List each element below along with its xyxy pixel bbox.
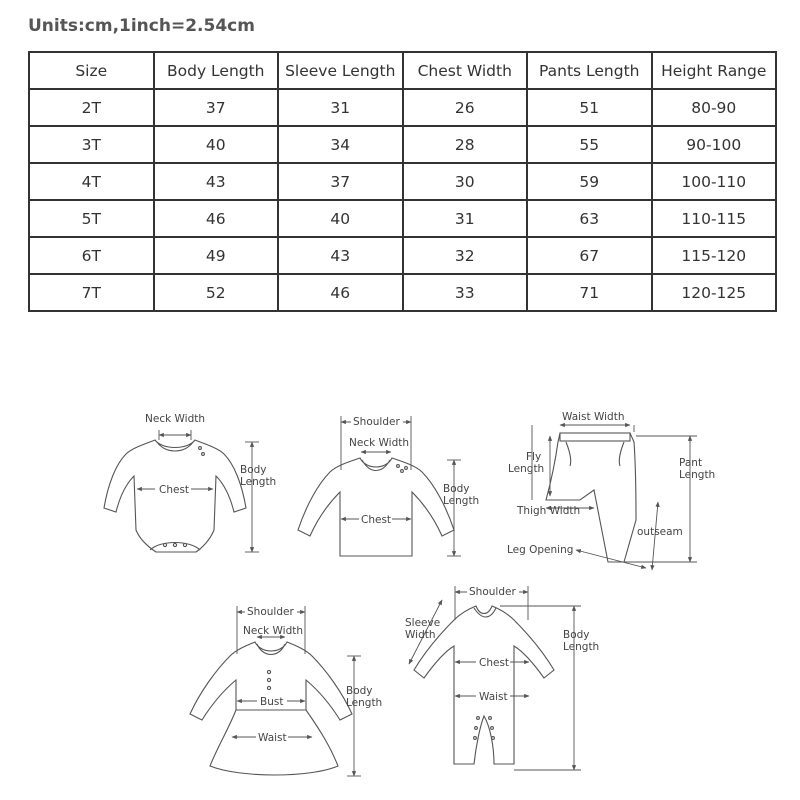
cell-height-range: 110-115 <box>652 200 777 237</box>
cell-pants-length: 63 <box>527 200 652 237</box>
table-row <box>29 126 776 163</box>
pant-length-label-1: Pant <box>679 457 703 469</box>
cell-size: 3T <box>29 126 154 163</box>
cell-height-range: 115-120 <box>652 237 777 274</box>
table-row <box>29 237 776 274</box>
snap-button <box>199 447 202 450</box>
romper-snap <box>491 727 494 730</box>
snap-button <box>173 543 176 546</box>
cell-size: 2T <box>29 89 154 126</box>
cell-chest-width: 30 <box>403 163 528 200</box>
table-row <box>29 89 776 126</box>
sleeve-width-label-1: Sleeve <box>405 617 441 629</box>
bodysuit-diagram <box>104 413 276 552</box>
header-pants-length: Pants Length <box>527 52 652 89</box>
neck-width-label: Neck Width <box>243 625 304 637</box>
shirt-diagram <box>298 414 479 556</box>
body-length-label-1: Body <box>443 483 470 495</box>
dress-button <box>267 678 270 681</box>
table-header-row <box>29 52 776 89</box>
cell-body-length: 37 <box>154 89 279 126</box>
shirt-collar <box>362 460 390 471</box>
cell-pants-length: 55 <box>527 126 652 163</box>
cell-chest-width: 31 <box>403 200 528 237</box>
waist-width-label: Waist Width <box>562 411 625 423</box>
chest-label: Chest <box>159 484 190 496</box>
sleeve-width-label-2: Width <box>405 629 436 641</box>
shoulder-label: Shoulder <box>247 606 294 618</box>
cell-body-length: 40 <box>154 126 279 163</box>
body-length-label-1: Body <box>240 464 267 476</box>
waist-label: Waist <box>479 691 508 703</box>
cell-pants-length: 59 <box>527 163 652 200</box>
cell-body-length: 49 <box>154 237 279 274</box>
cell-size: 6T <box>29 237 154 274</box>
leg-opening-label: Leg Opening <box>507 544 574 556</box>
leg-opening-arrow <box>576 550 646 568</box>
cell-chest-width: 33 <box>403 274 528 311</box>
romper-snap <box>477 717 480 720</box>
shoulder-label: Shoulder <box>469 586 516 598</box>
header-height-range: Height Range <box>652 52 777 89</box>
size-chart-table <box>28 51 777 312</box>
shirt-outline <box>298 458 454 556</box>
romper-snap <box>475 727 478 730</box>
body-length-label-2: Length <box>563 641 600 653</box>
neck-width-label: Neck Width <box>349 437 410 449</box>
fly-length-label-2: Length <box>508 463 545 475</box>
shirt-button <box>397 465 400 468</box>
cell-body-length: 43 <box>154 163 279 200</box>
fly-length-label-1: Fly <box>526 451 542 463</box>
pants-waistband <box>560 433 630 441</box>
cell-sleeve-length: 37 <box>278 163 403 200</box>
cell-height-range: 80-90 <box>652 89 777 126</box>
neck-width-label: Neck Width <box>145 413 206 425</box>
pant-length-label-2: Length <box>679 469 716 481</box>
cell-size: 4T <box>29 163 154 200</box>
body-length-label-1: Body <box>563 629 590 641</box>
dress-diagram <box>190 604 382 776</box>
header-body-length: Body Length <box>154 52 279 89</box>
table-row <box>29 200 776 237</box>
dress-button <box>267 686 270 689</box>
cell-height-range: 100-110 <box>652 163 777 200</box>
table-row <box>29 274 776 311</box>
body-length-label-2: Length <box>346 697 383 709</box>
cell-size: 7T <box>29 274 154 311</box>
cell-chest-width: 26 <box>403 89 528 126</box>
body-length-label-1: Body <box>346 685 373 697</box>
shirt-button <box>401 470 404 473</box>
body-length-label-2: Length <box>443 495 480 507</box>
header-size: Size <box>29 52 154 89</box>
cell-sleeve-length: 40 <box>278 200 403 237</box>
snap-button <box>163 543 166 546</box>
cell-sleeve-length: 43 <box>278 237 403 274</box>
romper-snap <box>489 717 492 720</box>
chest-label: Chest <box>361 514 392 526</box>
pants-pocket <box>619 442 624 466</box>
table-row <box>29 163 776 200</box>
cell-body-length: 52 <box>154 274 279 311</box>
outseam-label: outseam <box>637 526 683 538</box>
cell-chest-width: 32 <box>403 237 528 274</box>
cell-pants-length: 51 <box>527 89 652 126</box>
pants-outline <box>546 433 636 562</box>
cell-height-range: 120-125 <box>652 274 777 311</box>
bodysuit-collar <box>157 442 193 451</box>
shirt-button <box>405 467 408 470</box>
cell-height-range: 90-100 <box>652 126 777 163</box>
snap-button <box>202 453 205 456</box>
header-sleeve-length: Sleeve Length <box>278 52 403 89</box>
body-length-label-2: Length <box>240 476 277 488</box>
header-chest-width: Chest Width <box>403 52 528 89</box>
cell-pants-length: 67 <box>527 237 652 274</box>
romper-diagram <box>405 584 599 770</box>
cell-sleeve-length: 31 <box>278 89 403 126</box>
units-note: Units:cm,1inch=2.54cm <box>28 16 255 36</box>
thigh-width-label: Thigh Width <box>517 505 581 517</box>
romper-snap <box>492 737 495 740</box>
snap-button <box>183 543 186 546</box>
chest-label: Chest <box>479 657 510 669</box>
dress-button <box>267 670 270 673</box>
cell-pants-length: 71 <box>527 274 652 311</box>
pants-pocket <box>566 442 571 466</box>
dress-outline <box>190 642 352 775</box>
cell-sleeve-length: 46 <box>278 274 403 311</box>
cell-sleeve-length: 34 <box>278 126 403 163</box>
cell-body-length: 46 <box>154 200 279 237</box>
pants-diagram <box>507 411 715 570</box>
romper-snap <box>474 737 477 740</box>
bust-label: Bust <box>260 696 284 708</box>
measurement-diagrams <box>0 380 800 790</box>
shoulder-label: Shoulder <box>353 416 400 428</box>
waist-label: Waist <box>258 732 287 744</box>
bodysuit-outline <box>104 440 246 552</box>
cell-chest-width: 28 <box>403 126 528 163</box>
cell-size: 5T <box>29 200 154 237</box>
